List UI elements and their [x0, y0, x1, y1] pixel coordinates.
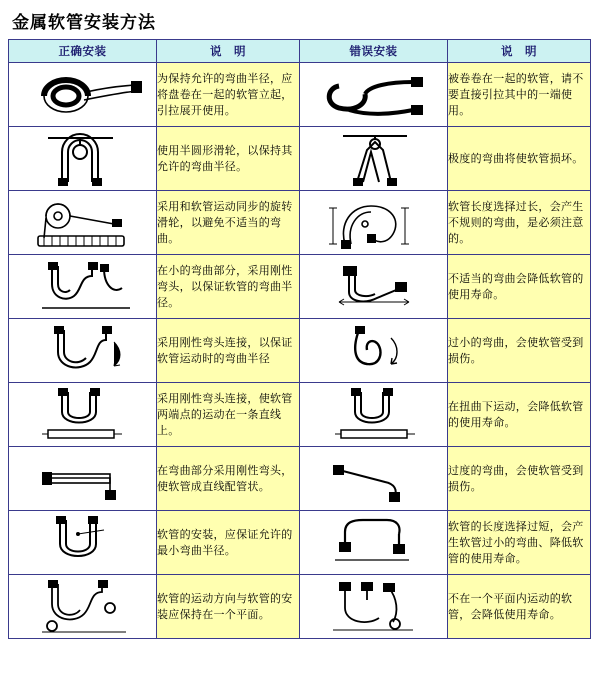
- header-description-correct: 说 明: [157, 40, 300, 63]
- table-row: [9, 191, 591, 255]
- installation-methods-table: [8, 39, 591, 639]
- description-text: 为保持允许的弯曲半径，应将盘卷在一起的软管立起，引拉展开使用。: [157, 63, 300, 127]
- figure-hose-sharply-bent-at-pulley-icon: [300, 127, 448, 191]
- table-row: [9, 255, 591, 319]
- figure-rigid-elbow-straight-pipe-layout-icon: [9, 447, 157, 511]
- description-text: 在弯曲部分采用刚性弯头，使软管成直线配管状。: [157, 447, 300, 511]
- figure-hose-too-long-small-bend-icon: [300, 511, 448, 575]
- table-row: [9, 575, 591, 639]
- figure-improper-bend-shortens-life-icon: [300, 255, 448, 319]
- figure-coiled-hose-standing-upright-icon: [9, 63, 157, 127]
- figure-excessive-bending-damage-icon: [300, 447, 448, 511]
- figure-coiled-hose-pulled-from-one-end-icon: [300, 63, 448, 127]
- description-text: 使用半圆形滑轮，以保持其允许的弯曲半径。: [157, 127, 300, 191]
- description-text: 不适当的弯曲会降低软管的使用寿命。: [448, 255, 591, 319]
- header-description-wrong: 说 明: [448, 40, 591, 63]
- description-text: 软管长度选择过长，会产生不规则的弯曲，是必须注意的。: [448, 191, 591, 255]
- figure-rigid-elbows-both-ends-straight-line-icon: [9, 383, 157, 447]
- figure-rigid-elbow-at-small-bend-icon: [9, 255, 157, 319]
- table-row: [9, 383, 591, 447]
- header-correct-install: 正确安装: [9, 40, 157, 63]
- table-header-row: [9, 40, 591, 63]
- description-text: 软管的运动方向与软管的安装应保持在一个平面。: [157, 575, 300, 639]
- description-text: 软管的安装，应保证允许的最小弯曲半径。: [157, 511, 300, 575]
- description-text: 不在一个平面内运动的软管，会降低使用寿命。: [448, 575, 591, 639]
- description-text: 采用刚性弯头连接，使软管两端点的运动在一条直线上。: [157, 383, 300, 447]
- description-text: 采用和软管运动同步的旋转滑轮，以避免不适当的弯曲。: [157, 191, 300, 255]
- table-row: [9, 447, 591, 511]
- figure-hose-over-semicircular-sheave-icon: [9, 127, 157, 191]
- description-text: 过度的弯曲，会使软管受到损伤。: [448, 447, 591, 511]
- figure-hose-twisted-while-moving-icon: [300, 383, 448, 447]
- table-row: [9, 127, 591, 191]
- figure-hose-installed-with-min-bend-radius-icon: [9, 511, 157, 575]
- page-title: 金属软管安装方法: [12, 13, 156, 33]
- table-row: [9, 319, 591, 383]
- table-row: [9, 511, 591, 575]
- figure-rigid-elbow-connection-moving-hose-icon: [9, 319, 157, 383]
- description-text: 在小的弯曲部分，采用刚性弯头，以保证软管的弯曲半径。: [157, 255, 300, 319]
- description-text: 软管的长度选择过短，会产生软管过小的弯曲、降低软管的使用寿命。: [448, 511, 591, 575]
- figure-over-long-hose-irregular-bend-icon: [300, 191, 448, 255]
- figure-too-small-bend-radius-damage-icon: [300, 319, 448, 383]
- figure-hose-with-synchronized-rotating-sheave-icon: [9, 191, 157, 255]
- description-text: 极度的弯曲将使软管损坏。: [448, 127, 591, 191]
- description-text: 在扭曲下运动，会降低软管的使用寿命。: [448, 383, 591, 447]
- figure-hose-motion-in-same-plane-icon: [9, 575, 157, 639]
- table-row: [9, 63, 591, 127]
- description-text: 采用刚性弯头连接，以保证软管运动时的弯曲半径: [157, 319, 300, 383]
- description-text: 被卷卷在一起的软管，请不要直接引拉其中的一端使用。: [448, 63, 591, 127]
- figure-hose-motion-out-of-plane-icon: [300, 575, 448, 639]
- header-wrong-install: 错误安装: [300, 40, 448, 63]
- description-text: 过小的弯曲，会使软管受到损伤。: [448, 319, 591, 383]
